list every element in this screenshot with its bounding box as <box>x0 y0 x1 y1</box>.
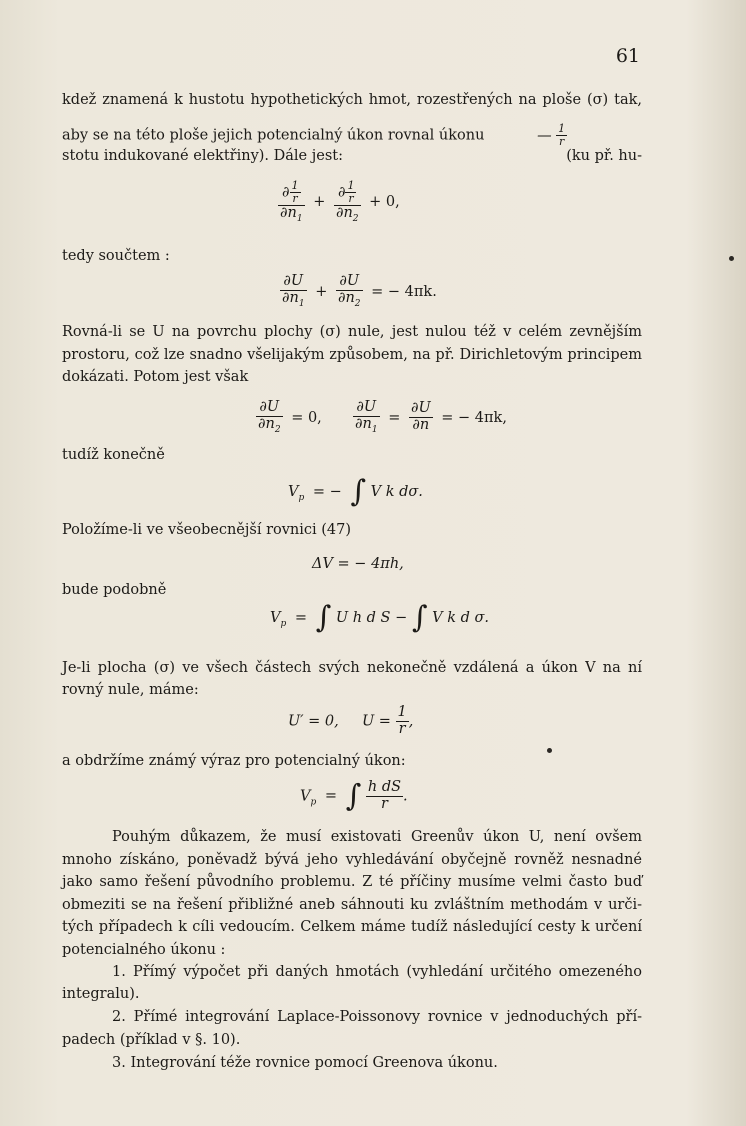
text-line: potencialného úkonu : <box>62 942 226 958</box>
fraction: $\frac{\partial U}{\partial n_1}$ <box>355 399 378 435</box>
text-line: kdež znamená k hustotu hypothetických hmot, rozestřených na ploše (σ) tak, <box>62 92 642 108</box>
equation-7: U′ = 0, U = $\frac{1}{r}$ , <box>288 704 414 737</box>
integral-sign: ∫ <box>350 474 367 509</box>
text-segment: (ku př. hu- <box>566 148 642 165</box>
text-line: Položíme-li ve všeobecnější rovnici (47) <box>62 522 352 538</box>
equation-4: $V_p$ = − ∫ V k dσ. <box>288 474 423 509</box>
fraction: $\frac{1}{r}$ <box>397 704 407 737</box>
denominator: r <box>559 135 565 149</box>
text-segment: aby se na této ploše jejich potencialný úkon rovnal úkonu <box>62 127 485 144</box>
text-line: rovný nule, máme: <box>62 682 199 698</box>
text-line: mnoho získáno, poněvadž bývá jeho vyhledávání obyčejně rovněž nesnadné <box>62 852 642 868</box>
text-line: Rovná-li se U na povrchu plochy (σ) nule, jest nulou též v celém zevnějším <box>62 324 642 340</box>
text-line: bude podobně <box>62 582 167 598</box>
list-item: 3. Integrování téže rovnice pomocí Greenova úkonu. <box>112 1055 498 1071</box>
equation-1 <box>278 180 404 225</box>
text-line: tých případech k cíli vedoucím. Celkem máme tudíž následující cesty k určení <box>62 919 642 935</box>
text-line: Je-li plocha (σ) ve všech částech svých nekonečně vzdálená a úkon V na ní <box>62 660 642 676</box>
fraction: $\frac{\partial U}{\partial n_2}$ <box>258 399 281 435</box>
equation-5: ΔV = − 4πh, <box>312 556 404 572</box>
equation-8: $V_p$ = ∫ $\frac{\text{h dS}}{r}$ . <box>300 778 408 814</box>
equation-6: $V_p$ = ∫ U h d S − ∫ V k d σ. <box>270 600 489 635</box>
text-line: tedy součtem : <box>62 248 170 264</box>
fraction: $\frac{\text{h dS}}{r}$ <box>367 779 402 812</box>
minus-sign: — <box>537 127 552 144</box>
list-item: 2. Přímé integrování Laplace-Poissonovy rovnice v jednoduchých pří- <box>112 1009 642 1025</box>
equation-rhs: = − 4πk. <box>371 283 437 300</box>
plus-sign: + <box>313 194 326 211</box>
speck <box>547 748 552 753</box>
speck <box>729 256 734 261</box>
equation-rhs: = − 4πk, <box>441 409 507 426</box>
text-line: prostoru, což lze snadno všelijakým způsobem, na př. Dirichletovým principem <box>62 347 642 363</box>
fraction: $\frac{\partial U}{\partial n_2}$ <box>337 273 361 309</box>
integral-sign: ∫ <box>315 600 332 635</box>
fraction: $\frac{\partial U}{\partial n_1}$ <box>282 273 305 309</box>
page-number: 61 <box>615 45 640 67</box>
integral-sign: ∫ <box>345 778 362 814</box>
fraction <box>556 123 567 148</box>
equation-3 <box>256 400 511 436</box>
text-line: dokázati. Potom jest však <box>62 369 249 385</box>
text-line: obmeziti se na řešení přibližné aneb sáhnouti ku zvláštním methodám v urči- <box>62 897 642 913</box>
fraction: $\frac{\partial U}{\partial n}$ <box>410 400 431 434</box>
text-line: a obdržíme známý výraz pro potencialný úkon: <box>62 753 406 769</box>
inline-fraction <box>537 122 567 149</box>
numerator: 1 <box>558 122 566 135</box>
equation-tail: + 0, <box>369 194 400 211</box>
fraction: ∂ $\frac{1}{r}$ $\partial n_2$ <box>335 179 359 225</box>
integral-sign: ∫ <box>411 600 428 635</box>
equation-2 <box>280 274 441 310</box>
list-item-continuation: integralu). <box>62 986 140 1002</box>
text-line: jako samo řešení původního problemu. Z té příčiny musíme velmi často buď <box>62 874 642 890</box>
text-line: tudíž konečně <box>62 447 165 463</box>
equals-sign: = <box>388 409 401 426</box>
text-line: stotu indukované elektřiny). Dále jest: <box>62 148 343 164</box>
text-line: Pouhým důkazem, že musí existovati Greenův úkon U, není ovšem <box>112 829 642 845</box>
equation-part: = 0, <box>291 409 322 426</box>
fraction: ∂ $\frac{1}{r}$ $\partial n_1$ <box>280 179 303 225</box>
plus-sign: + <box>315 283 328 300</box>
list-item-continuation: padech (příklad v §. 10). <box>62 1032 241 1048</box>
list-item: 1. Přímý výpočet při daných hmotách (vyhledání určitého omezeného <box>112 964 642 980</box>
